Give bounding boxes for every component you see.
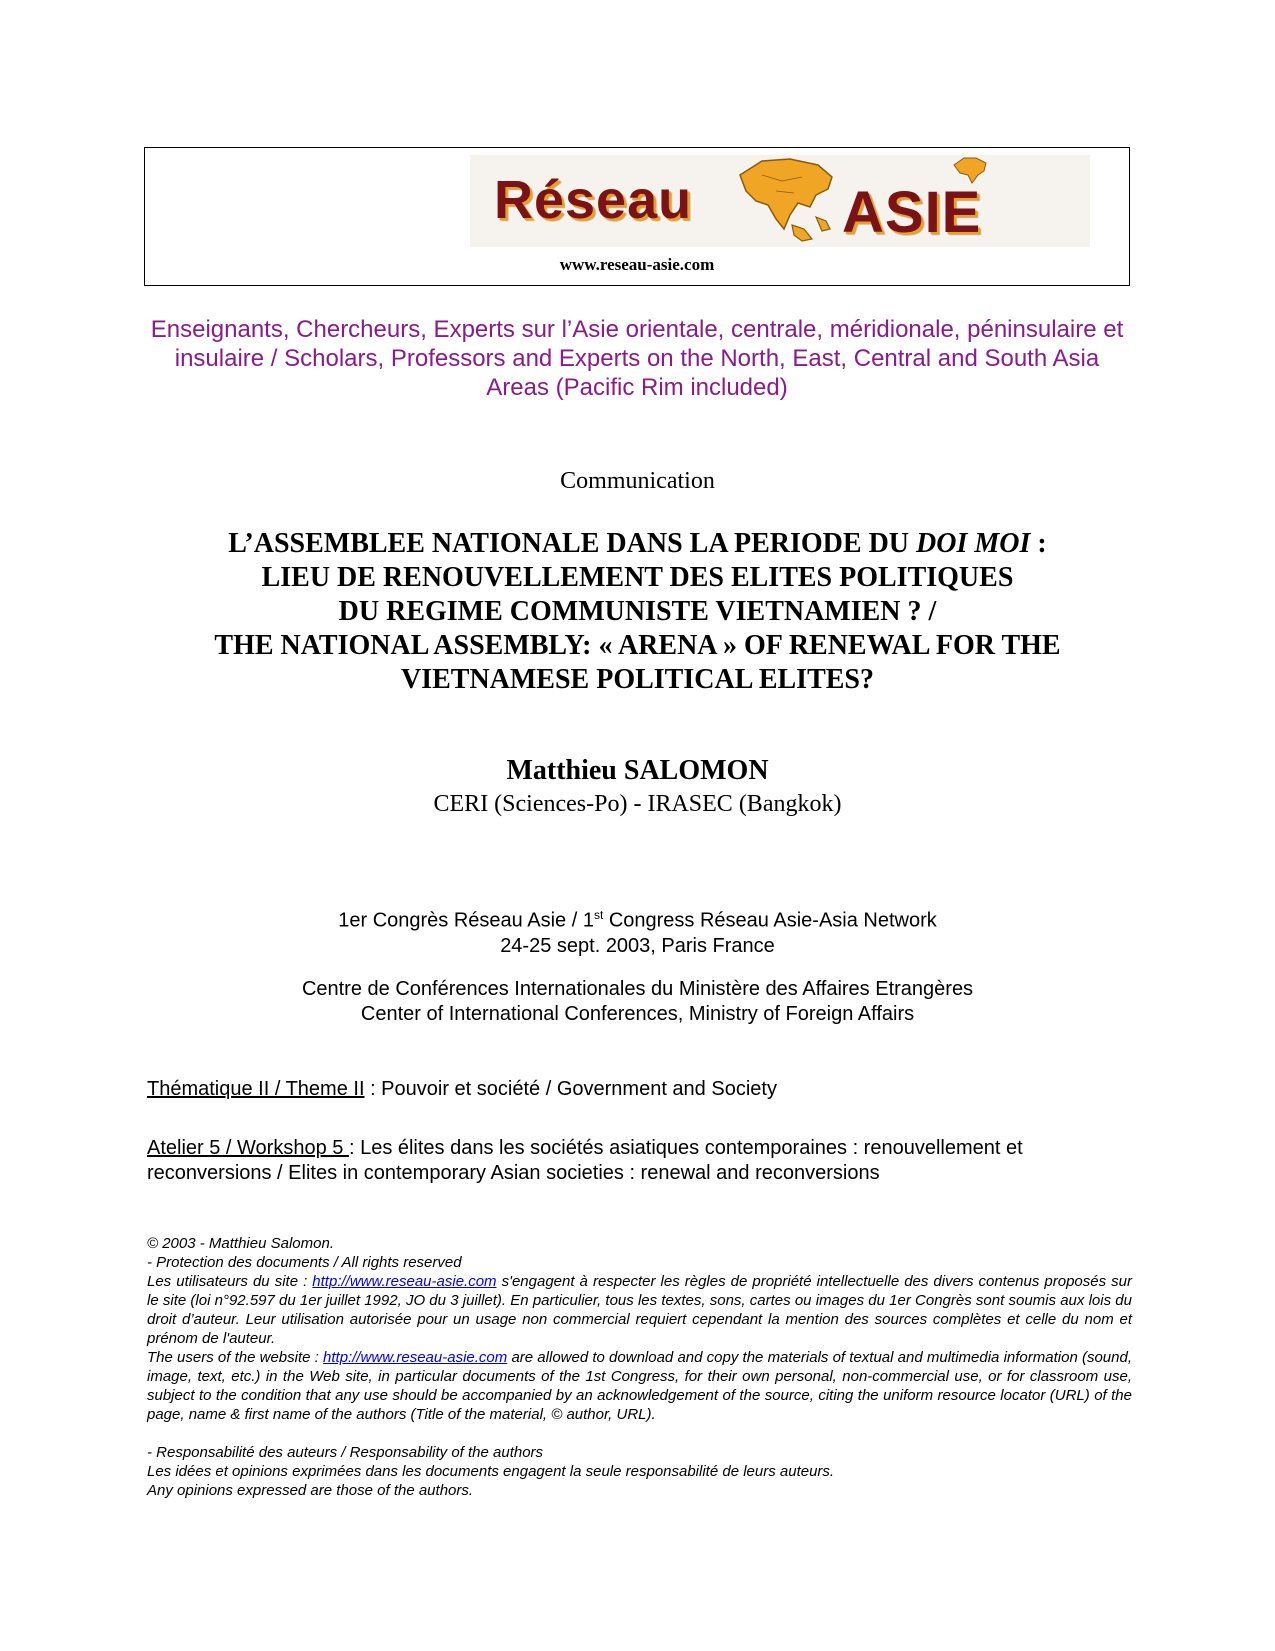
logo-word-reseau: Réseau [494,170,693,230]
congress-date: 24-25 sept. 2003, Paris France [500,934,775,957]
title-italic: DOI MOI [916,528,1031,559]
header-box [144,147,1130,286]
title-line-5: VIETNAMESE POLITICAL ELITES? [400,664,875,695]
author-affiliation: CERI (Sciences-Po) - IRASEC (Bangkok) [433,791,842,817]
congress-info [0,903,1275,959]
title-line-3: DU REGIME COMMUNISTE VIETNAMIEN ? / [338,596,937,627]
theme-line: Thématique II / Theme II : Pouvoir et société / Government and Society [147,1078,777,1100]
congress-line-1: 1er Congrès Réseau Asie / 1st Congress Réseau Asie-Asia Network [338,908,937,932]
site-url: www.reseau-asie.com [559,255,715,274]
tagline: Enseignants, Chercheurs, Experts sur l’Asie orientale, centrale, méridionale, péninsulaire et insulaire / Scholars, Professors and Experts on the North, East, Central and South Asia Areas (Pacific Rim included) [150,316,1124,401]
venue-info [0,977,1275,1027]
workshop-label: Atelier 5 / Workshop 5 [147,1137,349,1159]
asia-map-icon [732,155,842,247]
theme-label: Thématique II / Theme II [147,1078,365,1100]
venue-line-fr: Centre de Conférences Internationales du Ministère des Affaires Etrangères [301,978,974,1000]
site-link[interactable]: http://www.reseau-asie.com [312,1273,497,1290]
terms-en: The users of the website : http://www.reseau-asie.com are allowed to download and copy the materials of textual and multimedia information (sound, image, text, etc.) in the Web site, in particular documents of the 1st Congress, for their own personal, non-commercial use, or for classroom use, subject to the condition that any use should be accompanied by an acknowledgement of the source, citing the uniform resource locator (URL) of the page, name & first name of the authors (Title of the material, © author, URL). [147,1349,1132,1423]
legal-notice [147,1234,1132,1500]
title-line-2: LIEU DE RENOUVELLEMENT DES ELITES POLITIQUES [261,562,1014,593]
workshop-line: Atelier 5 / Workshop 5 : Les élites dans les sociétés asiatiques contemporaines : renouvellement et reconversions / Elites in contemporary Asian societies : renewal and reconversions [147,1137,1023,1184]
site-link[interactable]: http://www.reseau-asie.com [323,1349,508,1366]
title-line-4: THE NATIONAL ASSEMBLY: « ARENA » OF RENEWAL FOR THE [214,630,1061,661]
protection-heading: - Protection des documents / All rights reserved [147,1254,462,1271]
responsibility-fr: Les idées et opinions exprimées dans les documents engagent la seule responsabilité de leurs auteurs. [147,1463,835,1480]
copyright: © 2003 - Matthieu Salomon. [147,1235,334,1252]
paper-title [100,527,1175,697]
spacer [147,1424,1132,1443]
title-line-1: L’ASSEMBLEE NATIONALE DANS LA PERIODE DU DOI MOI : [228,528,1047,559]
responsibility-en: Any opinions expressed are those of the authors. [147,1482,474,1499]
logo-word-asie: ASIE [842,180,982,245]
author-name: Matthieu SALOMON [506,755,769,786]
venue-line-en: Center of International Conferences, Ministry of Foreign Affairs [360,1003,915,1025]
terms-fr: Les utilisateurs du site : http://www.reseau-asie.com s'engagent à respecter les règles de propriété intellectuelle des divers contenus proposés sur le site (loi n°92.597 du 1er juillet 1992, JO du 3 juillet). En particulier, tous les textes, sons, cartes ou images du 1er Congrès sont soumis aux lois du droit d’auteur. Leur utilisation autorisée pour un usage non commercial requiert cependant la mention des sources complètes et celle du nom et prénom de l'auteur. [147,1273,1132,1347]
communication-label: Communication [560,468,715,494]
responsibility-heading: - Responsabilité des auteurs / Responsability of the authors [147,1444,544,1461]
reseau-asie-logo [470,155,1090,247]
